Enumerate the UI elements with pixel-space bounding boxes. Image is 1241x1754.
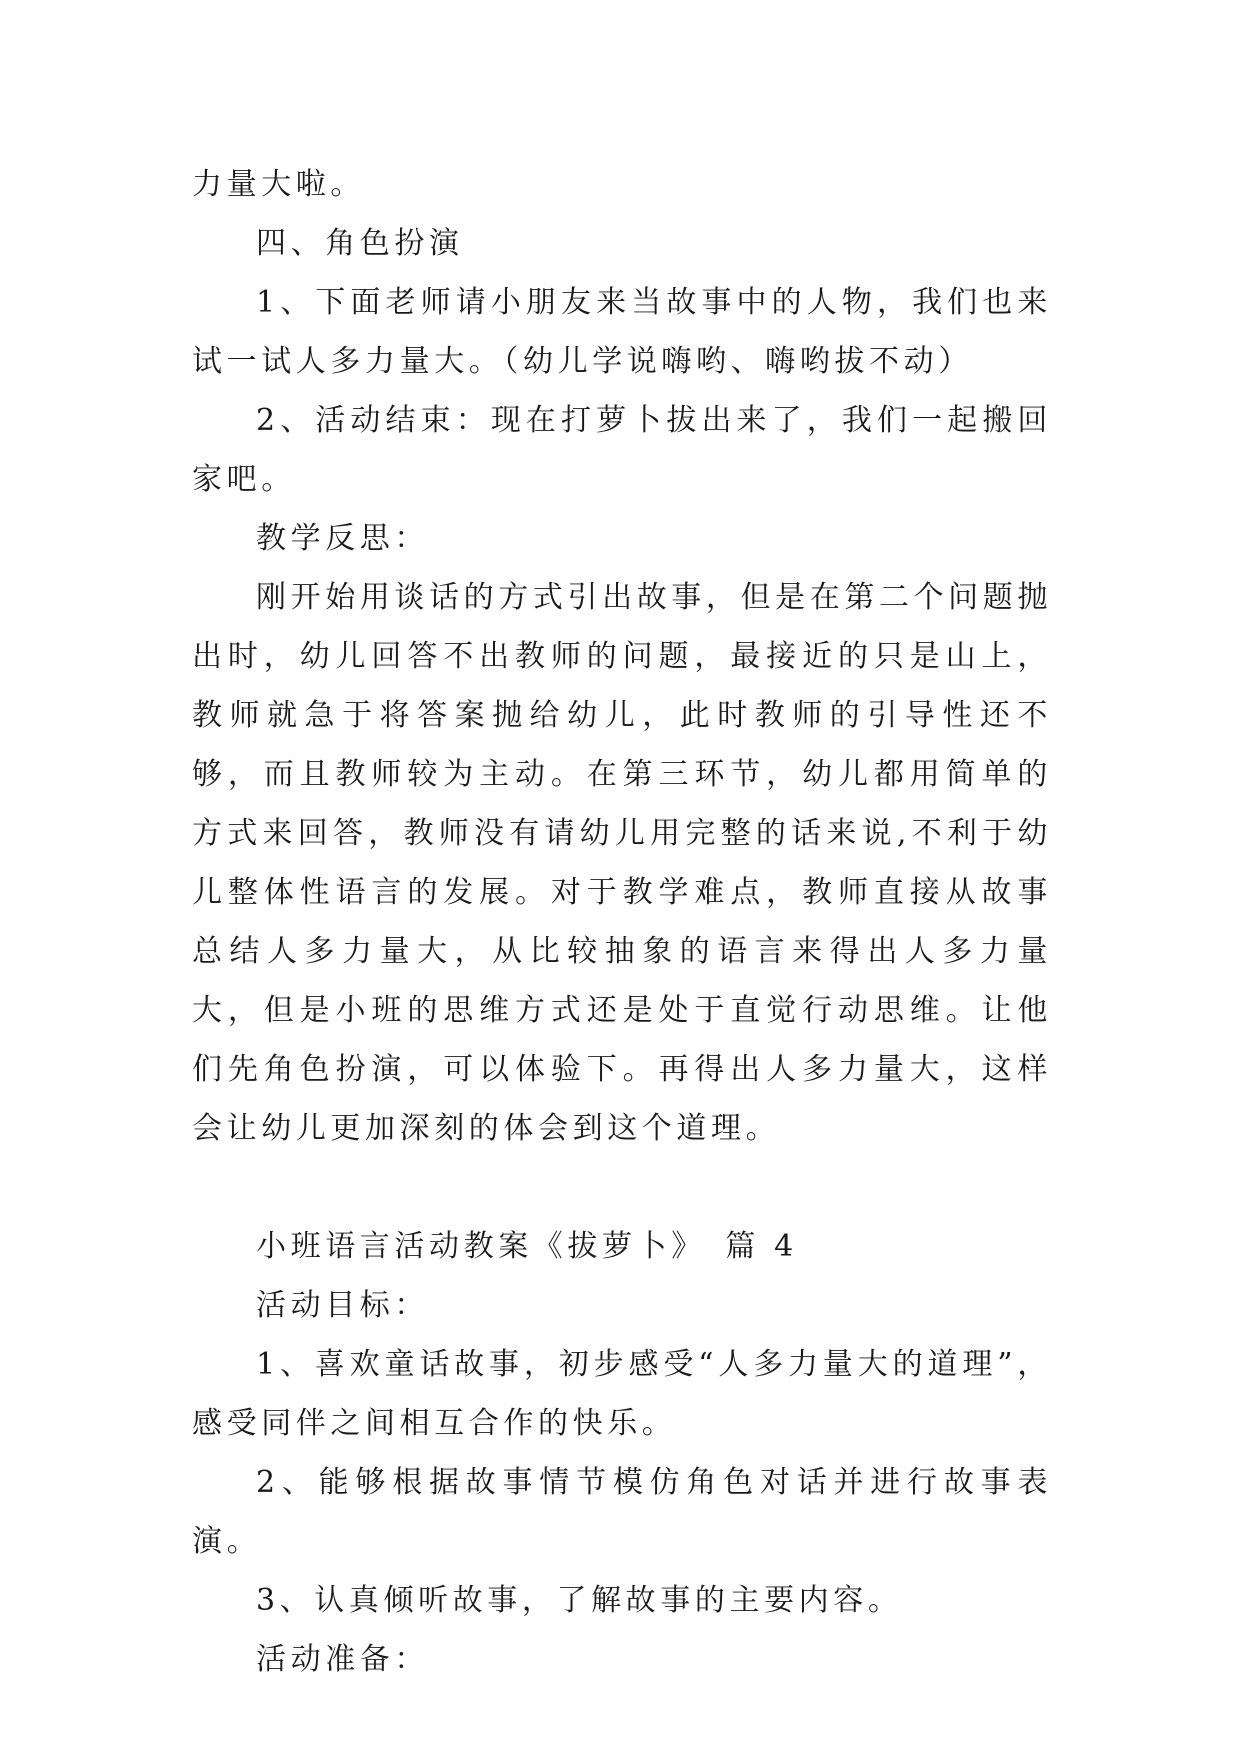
document-body bbox=[192, 155, 1052, 1689]
reflection-paragraph: 刚开始用谈话的方式引出故事，但是在第二个问题抛出时，幼儿回答不出教师的问题，最接近的只是山上，教师就急于将答案抛给幼儿，此时教师的引导性还不够，而且教师较为主动。在第三环节，幼儿都用简单的方式来回答，教师没有请幼儿用完整的话来说,不利于幼儿整体性语言的发展。对于教学难点，教师直接从故事总结人多力量大，从比较抽象的语言来得出人多力量大，但是小班的思维方式还是处于直觉行动思维。让他们先角色扮演，可以体验下。再得出人多力量大，这样会让幼儿更加深刻的体会到这个道理。 bbox=[192, 580, 1052, 1146]
goal-item-1: 1、喜欢童话故事，初步感受“人多力量大的道理”，感受同伴之间相互合作的快乐。 bbox=[192, 1347, 1052, 1441]
section-heading-role-play: 四、角色扮演 bbox=[256, 226, 464, 261]
goal-item-2: 2、能够根据故事情节模仿角色对话并进行故事表演。 bbox=[192, 1465, 1052, 1559]
section-heading-reflection: 教学反思： bbox=[256, 521, 429, 556]
list-item-2: 2、活动结束：现在打萝卜拔出来了，我们一起搬回家吧。 bbox=[192, 403, 1052, 497]
section-heading-goals: 活动目标： bbox=[256, 1288, 429, 1323]
lesson-title: 小班语言活动教案《拔萝卜》 篇 4 bbox=[256, 1229, 798, 1264]
section-gap bbox=[192, 1158, 1052, 1217]
paragraph-continuation: 力量大啦。 bbox=[192, 167, 365, 202]
goal-item-3: 3、认真倾听故事，了解故事的主要内容。 bbox=[256, 1583, 903, 1618]
section-heading-preparation: 活动准备： bbox=[256, 1642, 429, 1677]
list-item-1: 1、下面老师请小朋友来当故事中的人物，我们也来试一试人多力量大。（幼儿学说嗨哟、嗨哟拔不动） bbox=[192, 285, 1052, 379]
